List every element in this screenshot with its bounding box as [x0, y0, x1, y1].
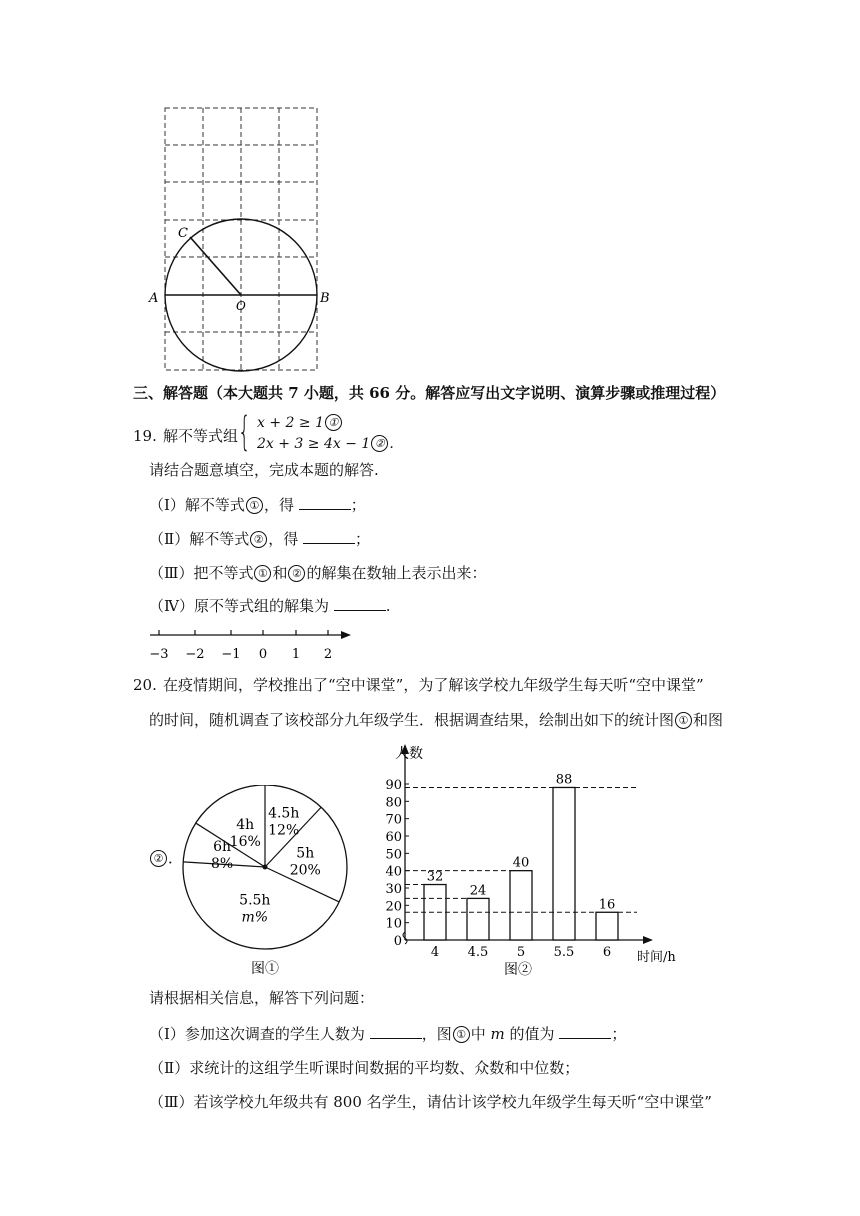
- tick-label-neg2: −2: [185, 647, 205, 662]
- y-tick-label: 0: [393, 934, 402, 949]
- y-tick-label: 50: [385, 847, 402, 863]
- step3-prefix: （Ⅲ）把不等式: [149, 564, 254, 582]
- step3-mid: 和: [272, 564, 288, 582]
- q20-line2-end: 和图: [693, 711, 724, 729]
- y-tick-label: 10: [385, 916, 402, 932]
- pie-slice-label: 5.5h: [239, 892, 271, 909]
- step2-mark: ②: [250, 531, 267, 548]
- q20-line2-text: 的时间，随机调查了该校部分九年级学生．根据调查结果，绘制出如下的统计图: [149, 711, 675, 729]
- step1-suffix: ，得: [263, 496, 294, 514]
- step1-blank[interactable]: [299, 495, 351, 510]
- bar: [553, 787, 575, 940]
- p1-blank-m[interactable]: [559, 1024, 611, 1039]
- tick-label-neg1: −1: [221, 647, 241, 662]
- pie-slice-value: 16%: [229, 834, 261, 851]
- p1-mid2: 中: [470, 1025, 486, 1043]
- inequality-2: [257, 434, 394, 454]
- q20-number: 20.: [133, 676, 157, 694]
- bar-value-label: 88: [555, 772, 573, 788]
- step3-suffix: 的解集在数轴上表示出来：: [306, 564, 487, 582]
- bar-xlabel: 时间/h: [637, 950, 676, 965]
- number-line: [145, 622, 360, 666]
- inequality-2-text: 2x + 3 ≥ 4x − 1: [257, 436, 371, 452]
- pie-slice-label: 4h: [236, 817, 255, 834]
- q20-part1: [149, 1024, 626, 1044]
- pie-slice-label: 5h: [296, 845, 315, 862]
- q19-number: 19.: [133, 427, 157, 445]
- step3-mark2: ②: [288, 565, 305, 582]
- bar-value-label: 32: [426, 869, 444, 885]
- step2-suffix: ，得: [268, 530, 299, 548]
- x-tick-label: 6: [602, 945, 612, 960]
- step1-mark: ①: [246, 497, 263, 514]
- tick-label-neg3: −3: [149, 647, 169, 662]
- bar-value-label: 24: [469, 883, 487, 899]
- x-axis-arrow: [643, 936, 653, 944]
- inequality-end: .: [389, 436, 394, 452]
- bar-value-label: 16: [598, 897, 616, 913]
- p1-prefix: （Ⅰ）参加这次调查的学生人数为: [149, 1025, 365, 1043]
- step1-prefix: （Ⅰ）解不等式: [149, 496, 245, 514]
- y-tick-label: 40: [385, 864, 402, 880]
- tick-label-2: 2: [323, 647, 333, 662]
- inequality-1-text: x + 2 ≥ 1: [257, 415, 324, 431]
- q20-part2: （Ⅱ）求统计的这组学生听课时间数据的平均数、众数和中位数；: [149, 1059, 580, 1077]
- pie-slice-value: 20%: [289, 862, 321, 879]
- step1-end: ；: [350, 496, 366, 514]
- q19-step3: [149, 563, 487, 583]
- pie-slice-label: 4.5h: [268, 805, 300, 822]
- p1-blank-count[interactable]: [370, 1024, 422, 1039]
- system-brace: {: [238, 409, 251, 455]
- inequality-1: [257, 413, 343, 433]
- q19-step2: [149, 529, 370, 549]
- bar: [424, 885, 446, 940]
- y-tick-label: 60: [385, 830, 402, 845]
- x-tick-label: 4: [430, 945, 440, 960]
- bar-caption: 图②: [504, 962, 532, 978]
- radius-oc: [190, 237, 241, 295]
- pie-chart: [178, 785, 353, 980]
- y-tick-label: 90: [385, 778, 402, 793]
- label-o: O: [236, 299, 246, 313]
- label-a: A: [149, 291, 159, 306]
- bar-chart: [375, 742, 695, 982]
- tick-label-1: 1: [291, 647, 301, 662]
- pie-slice-label: 6h: [213, 839, 232, 856]
- q19-step1: [149, 495, 366, 515]
- y-tick-label: 80: [385, 795, 402, 811]
- q20-line3-mark: ②: [150, 850, 167, 867]
- x-tick-label: 4.5: [467, 945, 489, 960]
- pie-slice-value: m%: [241, 909, 269, 926]
- y-tick-label: 20: [385, 899, 402, 915]
- y-tick-label: 70: [385, 812, 402, 828]
- step4-blank[interactable]: [334, 596, 386, 611]
- p1-mid3: 的值为: [509, 1025, 555, 1043]
- bar-value-label: 40: [512, 855, 530, 871]
- q20-line1: 在疫情期间，学校推出了“空中课堂”，为了解该学校九年级学生每天听“空中课堂”: [163, 676, 704, 694]
- q20-prompt: 请根据相关信息，解答下列问题：: [149, 989, 375, 1007]
- q20-line2-mark: ①: [675, 712, 692, 729]
- q19-step4: [149, 596, 391, 616]
- p1-end: ；: [611, 1025, 627, 1043]
- p1-mark: ①: [453, 1026, 470, 1043]
- q19-intro: 解不等式组: [163, 427, 239, 445]
- label-c: C: [178, 226, 188, 241]
- mark-1: ①: [325, 414, 342, 431]
- step2-end: ；: [355, 530, 371, 548]
- grid-circle-figure: [140, 100, 340, 372]
- bar-ylabel: 人数: [395, 746, 423, 762]
- step3-mark1: ①: [254, 565, 271, 582]
- x-tick-label: 5: [516, 945, 526, 960]
- q19-instruction: 请结合题意填空，完成本题的解答.: [149, 461, 379, 479]
- mark-2: ②: [371, 435, 388, 452]
- y-tick-label: 30: [385, 882, 402, 897]
- bar: [596, 912, 618, 940]
- q20-line2: [149, 710, 723, 730]
- p1-mid: ，图: [421, 1025, 452, 1043]
- step4-prefix: （Ⅳ）原不等式组的解集为: [149, 597, 329, 615]
- step4-end: .: [385, 597, 391, 615]
- bar: [467, 898, 489, 940]
- pie-slice-value: 8%: [210, 856, 234, 873]
- pie-center: [263, 865, 268, 870]
- pie-caption: 图①: [251, 961, 279, 977]
- q20-part3: （Ⅲ）若该学校九年级共有 800 名学生，请估计该学校九年级学生每天听“空中课堂”: [149, 1093, 712, 1111]
- tick-label-0: 0: [258, 647, 268, 662]
- bar: [510, 871, 532, 940]
- p1-var: m: [490, 1025, 505, 1043]
- label-b: B: [320, 291, 330, 306]
- q20-line3-end: ．: [168, 849, 184, 867]
- section-heading: 三、解答题（本大题共 7 小题，共 66 分。解答应写出文字说明、演算步骤或推理过程）: [133, 384, 726, 402]
- pie-slice-value: 12%: [268, 822, 300, 839]
- number-line-arrow: [341, 631, 351, 639]
- number-line-ticks: [159, 630, 328, 635]
- step2-prefix: （Ⅱ）解不等式: [149, 530, 250, 548]
- step2-blank[interactable]: [303, 529, 355, 544]
- x-tick-label: 5.5: [553, 945, 575, 960]
